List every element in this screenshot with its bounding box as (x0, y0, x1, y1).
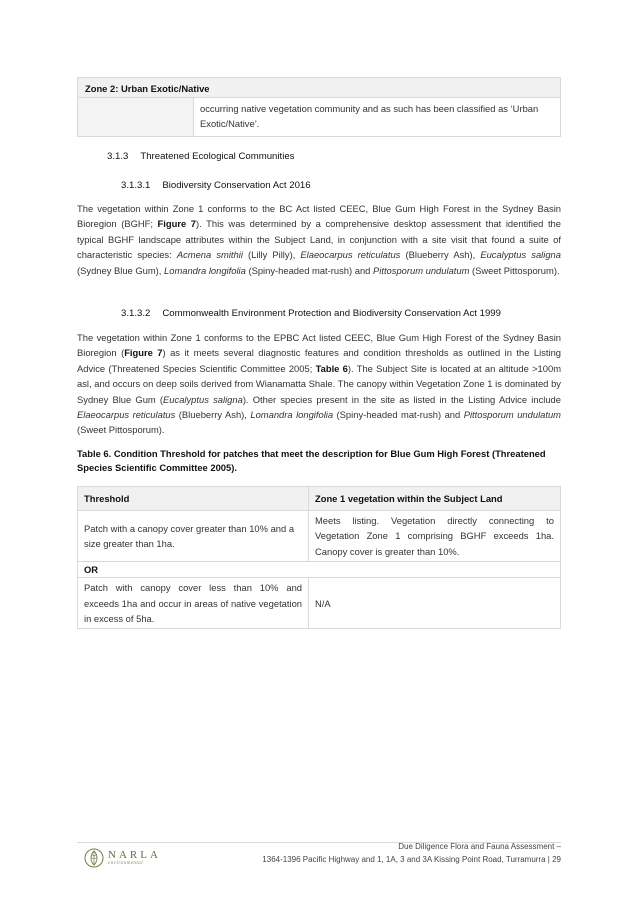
text-run: The vegetation within Zone 1 conforms to the EPBC Act listed CEEC, Blue Gum High Forest of the Sydney Basin Bioregion ( (77, 332, 561, 359)
section-3-1-3-1-heading (121, 178, 311, 193)
footer-address-page: 1364-1396 Pacific Highway and 1, 1A, 3 and 3A Kissing Point Road, Turramurra | 29 (262, 855, 561, 864)
zone-1-cell: Meets listing. Vegetation directly connecting to Vegetation Zone 1 comprising BGHF exceeds 1ha. Canopy cover is greater than 10%. (309, 511, 561, 562)
narla-logo (84, 848, 161, 868)
section-3-1-3-heading (107, 149, 294, 164)
or-label: OR (78, 562, 561, 578)
logo-name: NARLA (108, 849, 161, 861)
species-name: Acmena smithii (176, 249, 243, 261)
narla-leaf-icon (84, 848, 104, 868)
table-row (78, 511, 561, 562)
figure-reference: Figure 7 (157, 218, 196, 230)
text-run: ). This was determined by a comprehensive desktop assessment that identified the typical BGHF landscape attributes within the Subject Land, in conjunction with a site visit that found a suite of characteristic species: (77, 218, 561, 261)
figure-reference: Figure 7 (124, 347, 163, 359)
common-name: (Lilly Pilly), (242, 249, 301, 261)
text-run: ). The Subject Site is located at an altitude >100m asl, and occurs on deep soils derived from Wianamatta Shale. The canopy within Vegetation Zone 1 is dominated by Sydney Blue Gum ( (77, 362, 562, 405)
zone-2-table (77, 77, 561, 137)
species-name: Pittosporum undulatum (463, 409, 561, 421)
common-name: (Blueberry Ash), (175, 409, 251, 421)
species-name: Eucalyptus saligna (480, 249, 561, 261)
zone-1-cell: N/A (309, 578, 561, 629)
or-row (78, 562, 561, 578)
table-reference: Table 6 (315, 362, 348, 374)
table-header-row (78, 487, 561, 511)
section-title: Commonwealth Environment Protection and Biodiversity Conservation Act 1999 (162, 308, 501, 319)
common-name: (Spiny-headed mat-rush) and (333, 409, 464, 421)
footer-text (262, 840, 561, 866)
section-3-1-3-2-heading (121, 306, 501, 321)
species-name: Elaeocarpus reticulatus (77, 409, 176, 421)
zone-2-row (78, 98, 560, 136)
bc-act-paragraph (77, 201, 561, 278)
species-name: Lomandra longifolia (250, 409, 334, 421)
common-name: (Sweet Pittosporum). (469, 264, 560, 276)
species-name: Lomandra longifolia (164, 264, 246, 276)
threshold-header: Threshold (78, 487, 309, 511)
threshold-cell: Patch with canopy cover less than 10% and exceeds 1ha and occur in areas of native vegetation in excess of 5ha. (78, 578, 309, 629)
zone-2-text: occurring native vegetation community and as such has been classified as ‘Urban Exotic/Native’. (200, 103, 539, 130)
table-row (78, 578, 561, 629)
zone-2-label-cell (78, 98, 194, 136)
zone-1-header: Zone 1 vegetation within the Subject Land (309, 487, 561, 511)
common-name: (Sweet Pittosporum). (77, 424, 165, 436)
species-name: Eucalyptus saligna (163, 393, 243, 405)
common-name: (Blueberry Ash), (400, 249, 481, 261)
epbc-act-paragraph (77, 330, 561, 438)
logo-words (108, 849, 161, 867)
species-name: Pittosporum undulatum (373, 264, 470, 276)
species-name: Elaeocarpus reticulatus (300, 249, 401, 261)
text-run: ). Other species present in the site as listed in the Listing Advice include (242, 393, 561, 405)
section-number: 3.1.3 (107, 151, 129, 162)
threshold-cell: Patch with a canopy cover greater than 10% and a size greater than 1ha. (78, 511, 309, 562)
text-run: ) as it meets several diagnostic features and condition thresholds as outlined in the Listing Advice (Threatened Species Scientific Committee 2005; (77, 347, 561, 374)
section-title: Threatened Ecological Communities (140, 151, 295, 162)
section-number: 3.1.3.1 (121, 180, 151, 191)
text-run: The vegetation within Zone 1 conforms to the BC Act listed CEEC, Blue Gum High Forest in the Sydney Basin Bioregion (BGHF; (77, 203, 561, 230)
condition-threshold-table (77, 486, 561, 629)
zone-2-heading: Zone 2: Urban Exotic/Native (78, 78, 560, 98)
table-6-caption: Table 6. Condition Threshold for patches that meet the description for Blue Gum High Forest (Threatened Species Scientific Committee 2005). (77, 448, 546, 473)
section-title: Biodiversity Conservation Act 2016 (162, 180, 311, 191)
section-number: 3.1.3.2 (121, 308, 151, 319)
logo-subtitle: environmental (108, 861, 144, 866)
common-name: (Spiny-headed mat-rush) and (245, 264, 373, 276)
footer-report-title: Due Diligence Flora and Fauna Assessment – (398, 842, 561, 851)
common-name: (Sydney Blue Gum), (77, 264, 165, 276)
